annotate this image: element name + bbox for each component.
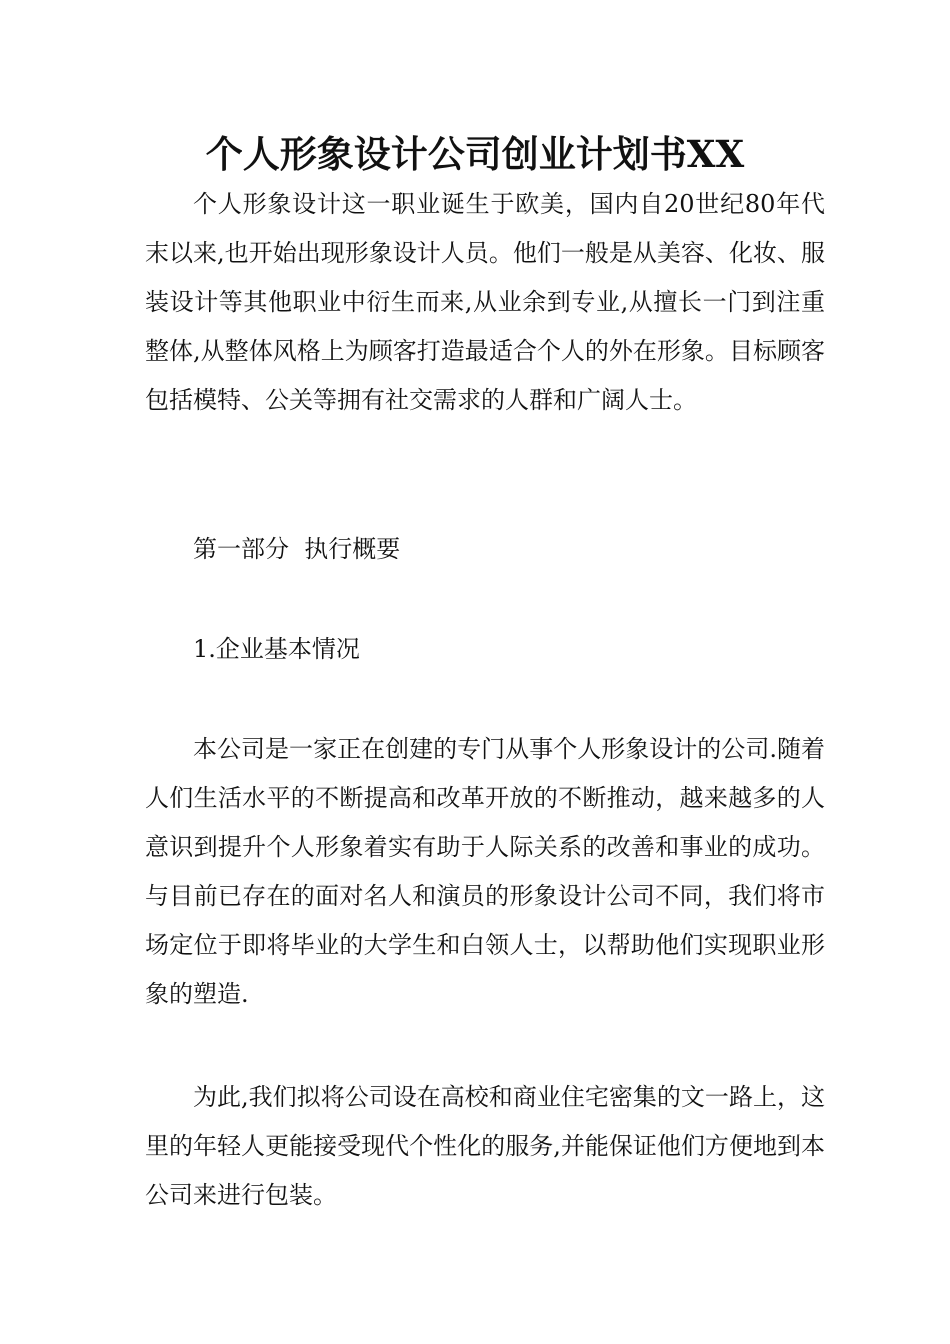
part-heading: 第一部分 执行概要: [193, 535, 401, 563]
section-heading: 1.企业基本情况: [193, 635, 360, 663]
intro-paragraph: 个人形象设计这一职业诞生于欧美，国内自20世纪80年代末以来,也开始出现形象设计人员。他们一般是从美容、化妆、服装设计等其他职业中衍生而来,从业余到专业,从擅长一门到注重整体,从整体风格上为顾客打造最适合个人的外在形象。目标顾客包括模特、公关等拥有社交需求的人群和广阔人士。: [145, 190, 825, 414]
document-title: 个人形象设计公司创业计划书XX: [205, 132, 745, 176]
body-paragraph-1: 本公司是一家正在创建的专门从事个人形象设计的公司.随着人们生活水平的不断提高和改革开放的不断推动，越来越多的人意识到提升个人形象着实有助于人际关系的改善和事业的成功。与目前已存在的面对名人和演员的形象设计公司不同，我们将市场定位于即将毕业的大学生和白领人士，以帮助他们实现职业形象的塑造.: [145, 735, 825, 1008]
body-paragraph-2: 为此,我们拟将公司设在高校和商业住宅密集的文一路上，这里的年轻人更能接受现代个性化的服务,并能保证他们方便地到本公司来进行包装。: [145, 1083, 825, 1209]
